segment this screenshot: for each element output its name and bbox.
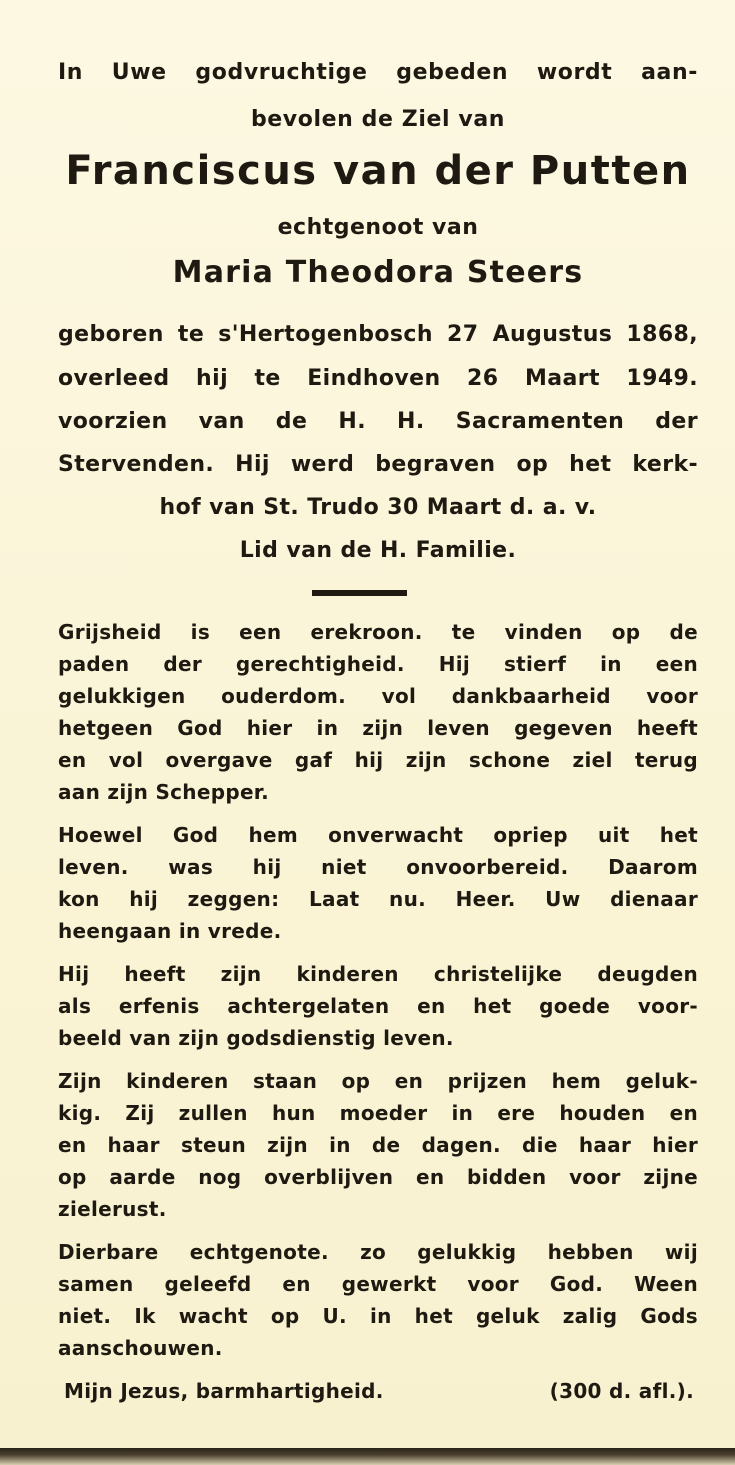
intro-line-1: In Uwe godvruchtige gebeden wordt aan-: [58, 60, 698, 85]
paragraph-1-line-5: en vol overgave gaf hij zijn schone ziel terug: [58, 748, 698, 772]
bio-line-1: geboren te s'Hertogenbosch 27 Augustus 1868,: [58, 322, 698, 347]
paragraph-4-line-5: zielerust.: [58, 1197, 167, 1221]
paragraph-1-line-3: gelukkigen ouderdom. vol dankbaarheid voor: [58, 684, 698, 708]
bio-line-2: overleed hij te Eindhoven 26 Maart 1949.: [58, 366, 698, 391]
paragraph-4-line-3: en haar steun zijn in de dagen. die haar hier: [58, 1133, 698, 1157]
paragraph-2-line-4: heengaan in vrede.: [58, 919, 282, 943]
paragraph-1-line-6: aan zijn Schepper.: [58, 780, 270, 804]
section-divider: [312, 590, 407, 596]
closing-prayer: Mijn Jezus, barmhartigheid.: [64, 1379, 384, 1403]
paragraph-5-line-4: aanschouwen.: [58, 1336, 223, 1360]
bio-line-4: Stervenden. Hij werd begraven op het kerk-: [58, 452, 698, 477]
paragraph-1-line-4: hetgeen God hier in zijn leven gegeven heeft: [58, 716, 698, 740]
bio-line-3: voorzien van de H. H. Sacramenten der: [58, 409, 698, 434]
deceased-name: Franciscus van der Putten: [65, 148, 691, 194]
paragraph-4-line-1: Zijn kinderen staan op en prijzen hem geluk-: [58, 1069, 698, 1093]
paragraph-3-line-1: Hij heeft zijn kinderen christelijke deugden: [58, 962, 698, 986]
paragraph-3-line-2: als erfenis achtergelaten en het goede voor-: [58, 994, 698, 1018]
intro-line-2: bevolen de Ziel van: [250, 107, 506, 132]
paragraph-4-line-4: op aarde nog overblijven en bidden voor zijne: [58, 1165, 698, 1189]
card-bottom-edge: [0, 1448, 735, 1465]
paragraph-2-line-3: kon hij zeggen: Laat nu. Heer. Uw dienaar: [58, 887, 698, 911]
indulgence-note: (300 d. afl.).: [549, 1379, 694, 1403]
paragraph-4-line-2: kig. Zij zullen hun moeder in ere houden en: [58, 1101, 698, 1125]
paragraph-5-line-3: niet. Ik wacht op U. in het geluk zalig Gods: [58, 1304, 698, 1328]
spouse-label: echtgenoot van: [277, 215, 479, 240]
spouse-name: Maria Theodora Steers: [172, 255, 584, 290]
paragraph-1-line-2: paden der gerechtigheid. Hij stierf in een: [58, 652, 698, 676]
paragraph-3-line-3: beeld van zijn godsdienstig leven.: [58, 1026, 454, 1050]
paragraph-1-line-1: Grijsheid is een erekroon. te vinden op de: [58, 620, 698, 644]
paragraph-2-line-2: leven. was hij niet onvoorbereid. Daarom: [58, 855, 698, 879]
bio-line-6: Lid van de H. Familie.: [239, 538, 517, 563]
paragraph-2-line-1: Hoewel God hem onverwacht opriep uit het: [58, 823, 698, 847]
paragraph-5-line-2: samen geleefd en gewerkt voor God. Ween: [58, 1272, 698, 1296]
bio-line-5: hof van St. Trudo 30 Maart d. a. v.: [159, 495, 597, 520]
closing-line: [64, 1379, 694, 1403]
paragraph-5-line-1: Dierbare echtgenote. zo gelukkig hebben wij: [58, 1240, 698, 1264]
